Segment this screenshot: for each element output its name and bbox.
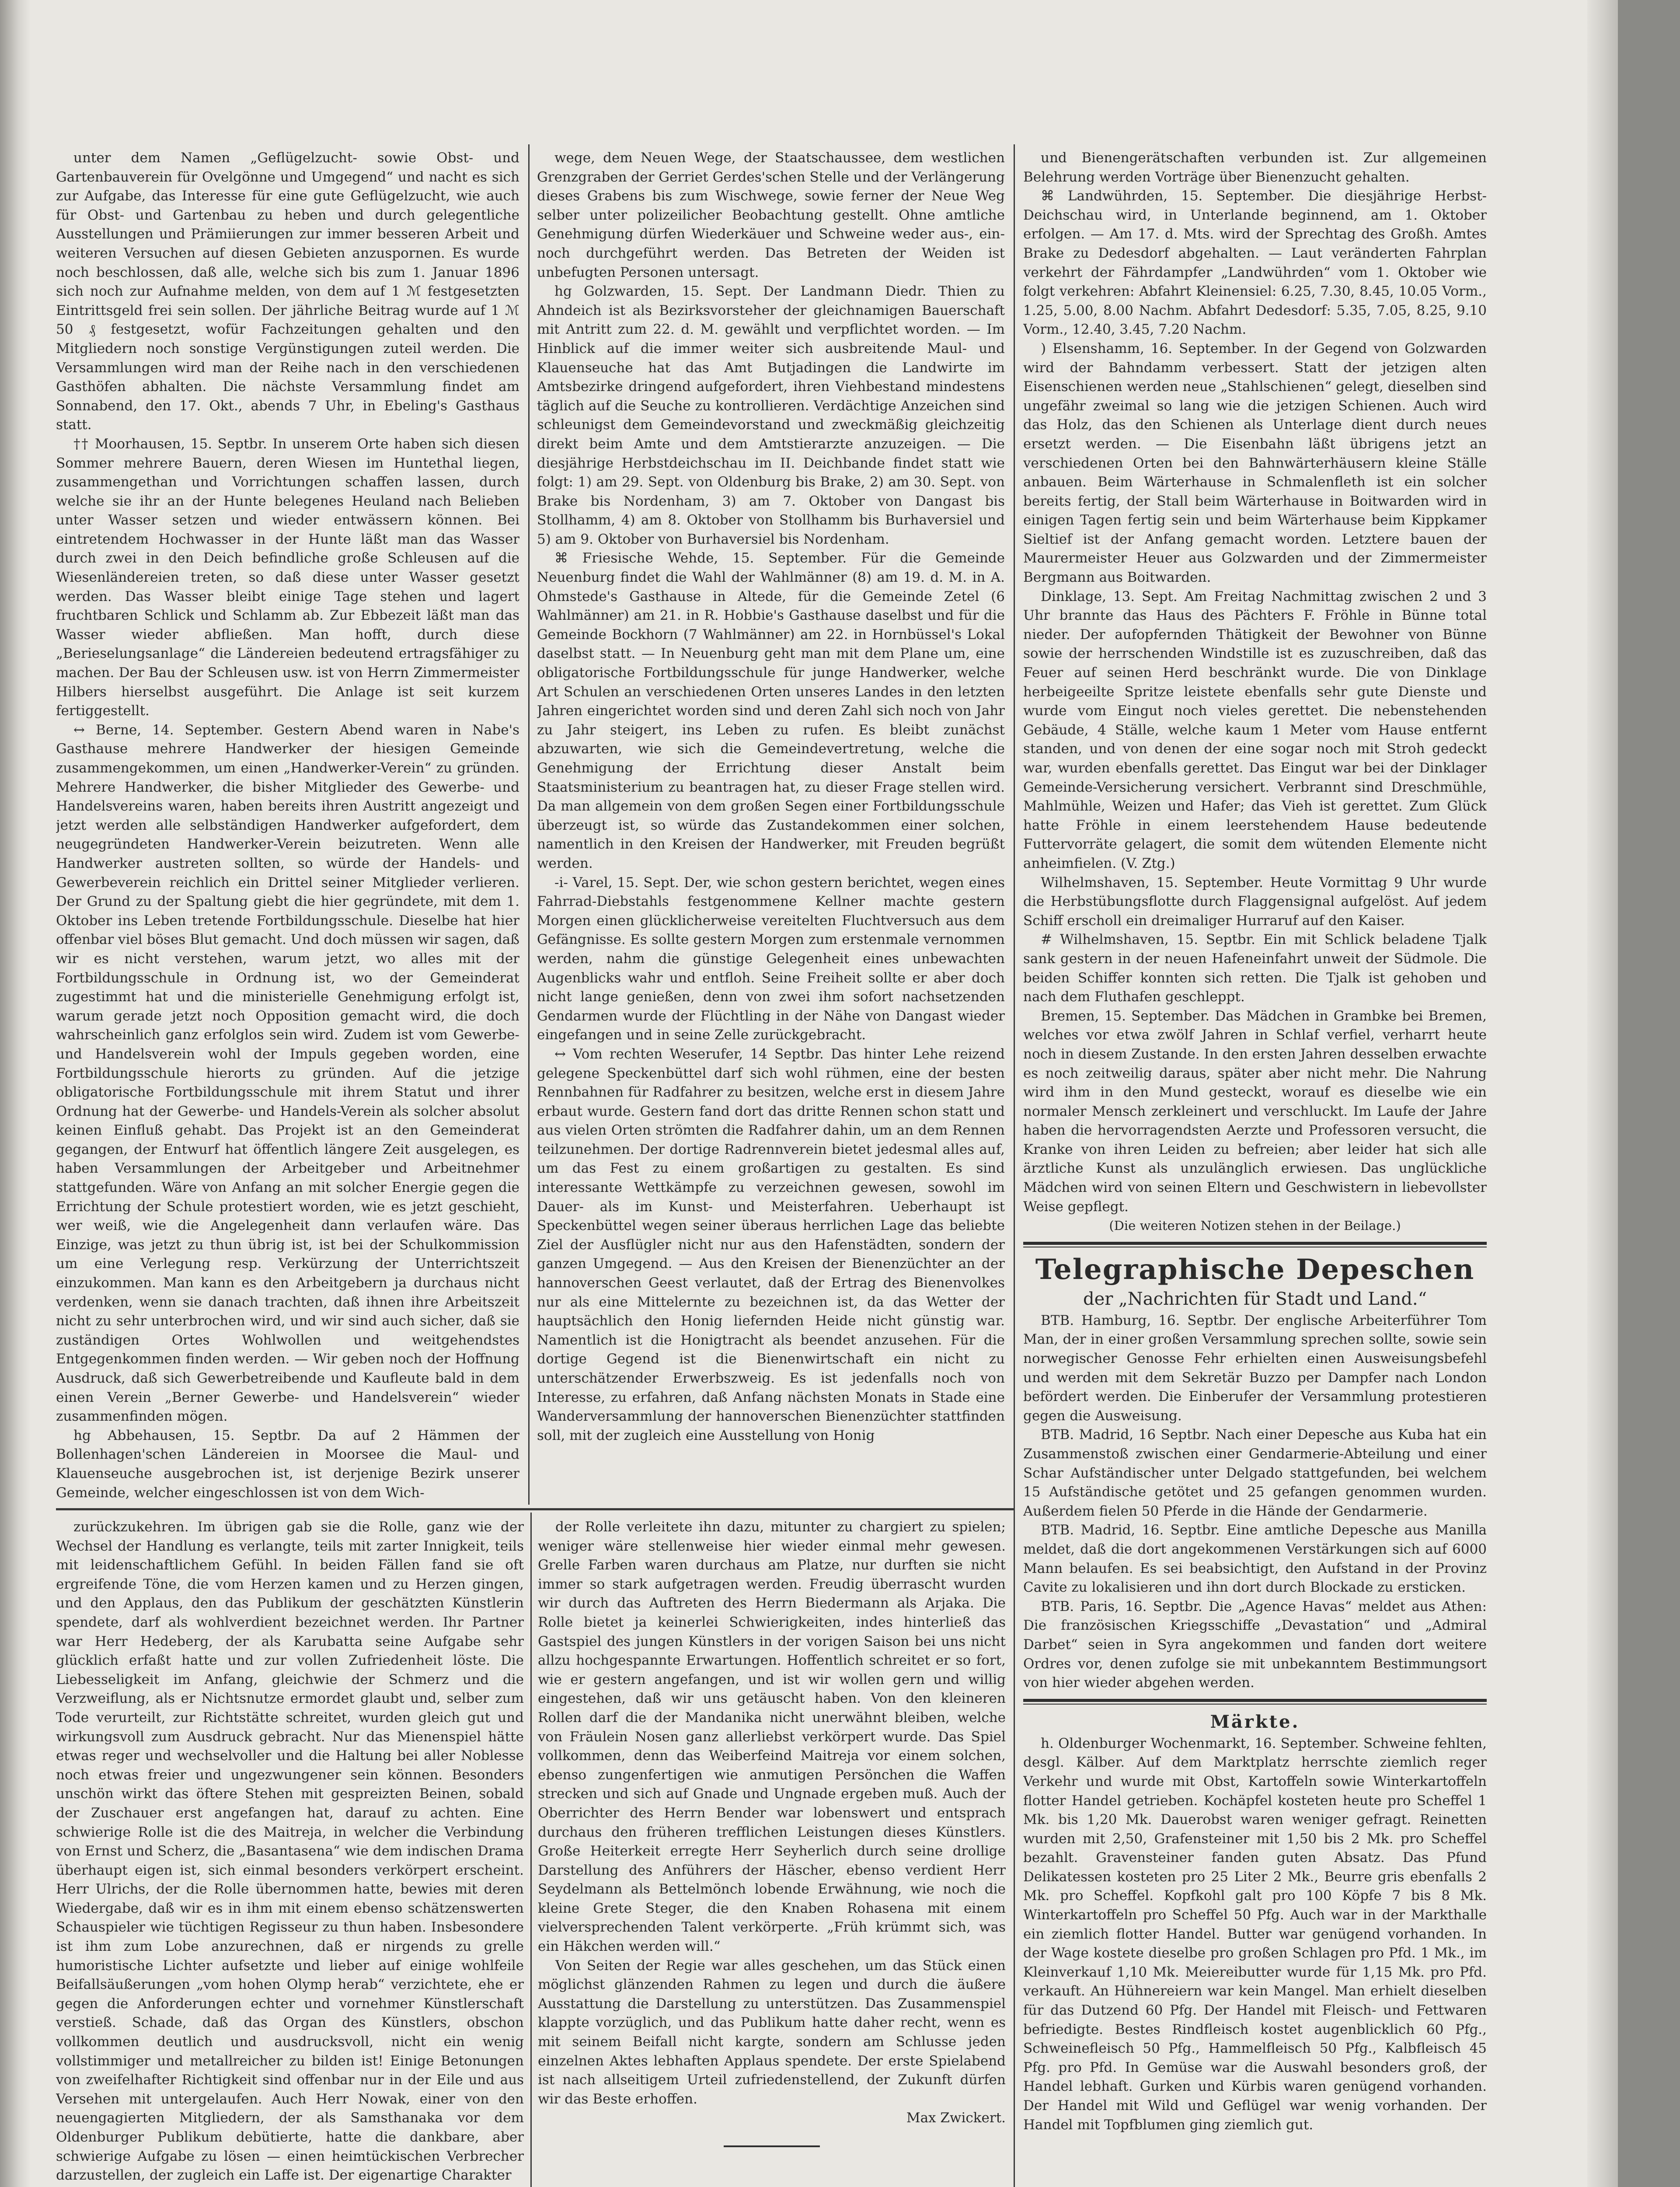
article-paragraph: ⌘ Landwührden, 15. September. Die diesjährige Herbst-Deichschau wird, in Unterlande beginnend, am 1. Oktober erfolgen. — Am 17. d. Mts. wird der Sprechtag des Großh. Amtes Brake zu Dedesdorf abgehalten. — Laut veränderten Fahrplan verkehrt der Fährdampfer „Landwührden“ vom 1. Oktober wie folgt verkehren: Abfahrt Kleinensiel: 6.25, 7.30, 8.45, 10.05 Vorm., 1.25, 5.00, 8.00 Nachm. Abfahrt Dedesdorf: 5.35, 7.05, 8.25, 9.10 Vorm., 12.40, 3.45, 7.20 Nachm. bbox=[1023, 188, 1487, 338]
review-paragraph: zurückzukehren. Im übrigen gab sie die Rolle, ganz wie der Wechsel der Handlung es verlangte, teils mit zarter Innigkeit, teils mit leidenschaftlichem Gefühl. In beiden Fällen fand sie oft ergreifende Töne, die vom Herzen kamen und zu Herzen gingen, und den Applaus, den das Publikum der geschätzten Künstlerin spendete, darf als wohlverdient bezeichnet werden. Ihr Partner war Herr Hedeberg, der als Karubatta seine Aufgabe sehr glücklich erfaßt hatte und zur vollen Zufriedenheit löste. Die Liebesseligkeit im Anfang, gleichwie der Schmerz und die Verzweiflung, als er Nichtsnutze ermordet glaubt und, selber zum Tode verurteilt, zur Richtstätte schreitet, wurden gleich gut und wirkungsvoll zum Ausdruck gebracht. Nur das Mienenspiel hätte etwas reger und wechselvoller und die Haltung bei aller Noblesse noch etwas freier und ungezwungener sein können. Besonders unschön wirkt das öftere Stehen mit gespreizten Beinen, sobald der Zuschauer erst angefangen hat, darauf zu achten. Eine schwierige Rolle ist die des Maitreja, in welcher die Verbindung von Ernst und Scherz, die „Basantasena“ wie dem indischen Drama überhaupt eigen ist, sich einmal besonders verkörpert erscheint. Herr Ulrichs, der die Rolle übernommen hatte, bewies mit deren Wiedergabe, daß wir es in ihm mit einem ebenso schätzenswerten Schauspieler wie tüchtigen Regisseur zu thun haben. Insbesondere ist ihm zum Lobe anzurechnen, daß er nirgends zu grelle humoristische Lichter aufsetzte und lieber auf einige wohlfeile Beifallsäußerungen „vom hohen Olymp herab“ verzichtete, ehe er gegen die Anforderungen echter und vornehmer Künstlerschaft verstieß. Schade, daß das Organ des Künstlers, obschon vollkommen deutlich und ausdrucksvoll, nicht ein wenig vollstimmiger und metallreicher zu bilden ist! Einige Betonungen von zweifelhafter Richtigkeit sind offenbar nur in der Eile und aus Versehen mit untergelaufen. Auch Herr Nowak, einer von den neuengagierten Mitgliedern, der als Samsthanaka vor dem Oldenburger Publikum debütierte, hatte die dankbare, aber schwierige Aufgabe zu lösen — einen heimtückischen Verbrecher darzustellen, der zugleich ein Laffe ist. Der eigenartige Charakter bbox=[56, 1519, 524, 2184]
article-paragraph: und Bienengerätschaften verbunden ist. Zur allgemeinen Belehrung werden Vorträge über Bienenzucht gehalten. bbox=[1023, 150, 1487, 185]
telegram-item: BTB. Madrid, 16 Septbr. Nach einer Depesche aus Kuba hat ein Zusammenstoß zwischen einer Gendarmerie-Abteilung und einer Schar Aufständischer unter Delgado stattgefunden, bei welchem 15 Aufständische getötet und 25 gefangen genommen wurden. Außerdem fielen 50 Pferde in die Hände der Gendarmerie. bbox=[1023, 1427, 1487, 1519]
telegram-item: BTB. Hamburg, 16. Septbr. Der englische Arbeiterführer Tom Man, der in einer großen Versammlung sprechen sollte, sowie sein norwegischer Genosse Fehr erhielten einen Ausweisungsbefehl und werden mit dem Sekretär Buzzo per Dampfer nach London befördert werden. Die Einberufer der Versammlung protestieren gegen die Ausweisung. bbox=[1023, 1312, 1487, 1424]
news-column-3 bbox=[1023, 149, 1487, 2187]
closing-rule bbox=[724, 2145, 820, 2147]
telegram-item: BTB. Paris, 16. Septbr. Die „Agence Havas“ meldet aus Athen: Die französischen Kriegsschiffe „Devastation“ und „Admiral Darbet“ seien in Syra angekommen und fanden dort weitere Ordres vor, denen zufolge sie mit unbekanntem Bestimmungsort von hier wieder abgehen werden. bbox=[1023, 1598, 1487, 1691]
article-paragraph: Dinklage, 13. Sept. Am Freitag Nachmittag zwischen 2 und 3 Uhr brannte das Haus des Pächters F. Fröhle in Bünne total nieder. Der aufopfernden Thätigkeit der Bewohner von Bünne sowie der herrschenden Windstille ist es zuzuschreiben, daß das Feuer auf seinen Herd beschränkt wurde. Die von Dinklage herbeigeeilte Spritze leistete ebenfalls sehr gute Dienste und wurde vom Eingut noch vieles gerettet. Die nebenstehenden Gebäude, 4 Ställe, welche kaum 1 Meter vom Hause entfernt standen, und von denen der eine sogar noch mit Stroh gedeckt war, wurden ebenfalls gerettet. Das Eingut war bei der Dinklager Gemeinde-Versicherung versichert. Verbrannt sind Dreschmühle, Mahlmühle, Weizen und Hafer; das Vieh ist gerettet. Zum Glück hatte Fröhle in einem leerstehendem Hause bedeutende Futtervorräte gelagert, die somit dem wütenden Elemente nicht anheimfielen. (V. Ztg.) bbox=[1023, 588, 1487, 871]
article-paragraph: # Wilhelmshaven, 15. Septbr. Ein mit Schlick beladene Tjalk sank gestern in der neuen Hafeneinfahrt unweit der Südmole. Die beiden Schiffer konnten sich retten. Die Tjalk ist gehoben und nach dem Fluthafen geschleppt. bbox=[1023, 932, 1487, 1005]
section-rule-thin bbox=[1023, 1704, 1487, 1705]
review-paragraph: Von Seiten der Regie war alles geschehen, um das Stück einen möglichst glänzenden Rahmen zu legen und durch die äußere Ausstattung die Darstellung zu unterstützen. Das Zusammenspiel klappte vorzüglich, und das Publikum hatte daher recht, wenn es mit seinem Beifall nicht kargte, sondern am Schlusse jeden einzelnen Aktes lebhaften Applaus spendete. Der erste Spielabend ist nach allseitigem Urteil zufriedenstellend, der Zukunft dürfen wir das Beste erhoffen. bbox=[538, 1957, 1006, 2107]
telegram-item: BTB. Madrid, 16. Septbr. Eine amtliche Depesche aus Manilla meldet, daß die dort angekommenen Verstärkungen sich auf 6000 Mann belaufen. Es sei beabsichtigt, den Aufstand in der Provinz Cavite zu lokalisieren und ihn dort durch Blockade zu ersticken. bbox=[1023, 1522, 1487, 1596]
telegram-subheading: der „Nachrichten für Stadt und Land.“ bbox=[1083, 1289, 1427, 1309]
article-paragraph: hg Golzwarden, 15. Sept. Der Landmann Diedr. Thien zu Ahndeich ist als Bezirksvorsteher der gleichnamigen Bauerschaft mit Antritt zum 22. d. M. gewählt und verpflichtet worden. — Im Hinblick auf die immer weiter sich ausbreitende Maul- und Klauenseuche hat das Amt Butjadingen die Landwirte im Amtsbezirke dringend aufgefordert, ihren Viehbestand mindestens täglich auf die Seuche zu kontrollieren. Verdächtige Anzeichen sind schleunigst dem Gemeindevorstand und zweckmäßig gleichzeitig direkt beim Amte und dem Amtstierarzte anzuzeigen. — Die diesjährige Herbstdeichschau im II. Deichbande findet statt wie folgt: 1) am 29. Sept. von Oldenburg bis Brake, 2) am 30. Sept. von Brake bis Nordenham, 3) am 7. Oktober von Dangast bis Stollhamm, 4) am 8. Oktober von Stollhamm bis Burhaversiel und 5) am 9. Oktober von Burhaversiel bis Nordenham. bbox=[537, 283, 1005, 547]
article-paragraph: hg Abbehausen, 15. Septbr. Da auf 2 Hämmen der Bollenhagen'schen Ländereien in Moorsee die Maul- und Klauenseuche ausgebrochen ist, ist derjenige Bezirk unserer Gemeinde, welcher eingeschlossen ist von dem Wich- bbox=[56, 1427, 519, 1500]
telegram-heading: Telegraphische Depeschen bbox=[1035, 1253, 1475, 1286]
article-paragraph: ) Elsenshamm, 16. September. In der Gegend von Golzwarden wird der Bahndamm verbessert. Statt der jetzigen alten Eisenschienen werden neue „Stahlschienen“ gelegt, dieselben sind ungefähr zweimal so lang wie die jetzigen Schienen. Auch wird das Holz, das den Schienen als Unterlage dient durch neues ersetzt werden. — Die Eisenbahn läßt übrigens jetzt an verschiedenen Orten bei den Bahnwärterhäusern kleine Ställe anbauen. Beim Wärterhause in Schmalenfleth ist ein solcher bereits fertig, der Stall beim Wärterhause in Boitwarden wird in einigen Tagen fertig sein und beim Wärterhause beim Kippkamer Sieltief ist der Anfang gemacht worden. Letztere bauen der Maurermeister Heuer aus Golzwarden und der Zimmermeister Bergmann aus Boitwarden. bbox=[1023, 340, 1487, 586]
feuilleton-column-2 bbox=[538, 1518, 1006, 2187]
news-column-2 bbox=[537, 149, 1005, 1500]
column-rule-2 bbox=[1014, 144, 1015, 2187]
supplement-note: (Die weiteren Notizen stehen in der Beilage.) bbox=[1109, 1218, 1401, 1233]
article-paragraph: †† Moorhausen, 15. Septbr. In unserem Orte haben sich diesen Sommer mehrere Bauern, deren Wiesen im Huntethal liegen, zusammengethan und Vorrichtungen schaffen lassen, durch welche sie ihr an der Hunte belegenes Heuland nach Belieben unter Wasser setzen und wieder entwässern können. Bei eintretendem Hochwasser in der Hunte läßt man das Wasser durch zwei in den Deich befindliche große Schleusen auf die Wiesenländereien treten, so daß diese unter Wasser gesetzt werden. Das Wasser bleibt einige Tage stehen und lagert fruchtbaren Schlick und Schlamm ab. Zur Ebbezeit läßt man das Wasser wieder abfließen. Man hofft, durch diese „Berieselungsanlage“ die Ländereien bedeutend ertragsfähiger zu machen. Der Bau der Schleusen usw. ist von Herrn Zimmermeister Hilbers hierselbst ausgeführt. Die Anlage ist seit kurzem fertiggestellt. bbox=[56, 436, 519, 719]
market-report: h. Oldenburger Wochenmarkt, 16. September. Schweine fehlten, desgl. Kälber. Auf dem Marktplatz herrschte ziemlich reger Verkehr und wurde mit Obst, Kartoffeln sowie Winterkartoffeln flotter Handel getrieben. Kochäpfel kosteten heute pro Scheffel 1 Mk. bis 1,20 Mk. Dauerobst waren weniger gefragt. Reinetten wurden mit 2,50, Grafensteiner mit 1,50 bis 2 Mk. pro Scheffel bezahlt. Gravensteiner fanden guten Absatz. Das Pfund Delikatessen kosteten pro 25 Liter 2 Mk., Beurre gris ebenfalls 2 Mk. pro Scheffel. Kopfkohl galt pro 100 Köpfe 7 bis 8 Mk. Winterkartoffeln pro Scheffel 50 Pfg. Auch war in der Markthalle ein ziemlich flotter Handel. Butter war genügend vorhanden. In der Wage kostete dieselbe pro großen Schlagen pro Pfd. 1 Mk., im Kleinverkauf 1,10 Mk. Meiereibutter wurde für 1,15 Mk. pro Pfd. verkauft. An Hühnereiern war kein Mangel. Man erhielt dieselben für das Dutzend 60 Pfg. Der Handel mit Fleisch- und Fettwaren befriedigte. Bestes Rindfleisch kostet augenblicklich 60 Pfg., Schweinefleisch 50 Pfg., Hammelfleisch 50 Pfg., Kalbfleisch 45 Pfg. pro Pfd. In Gemüse war die Auswahl besonders groß, der Handel lebhaft. Gurken und Kürbis waren genügend vorhanden. Der Handel mit Wild und Geflügel war wenig vorhanden. Der Handel mit Topfblumen ging ziemlich gut. bbox=[1023, 1735, 1487, 2133]
feuilleton-rule-vertical bbox=[530, 1513, 532, 2187]
section-rule-thick bbox=[1023, 1699, 1487, 1702]
binding-gutter bbox=[0, 0, 31, 2187]
column-rule-1 bbox=[528, 144, 530, 1505]
article-paragraph: -i- Varel, 15. Sept. Der, wie schon gestern berichtet, wegen eines Fahrrad-Diebstahls festgenommene Kellner machte gestern Morgen einen glücklicherweise vereitelten Fluchtversuch aus dem Gefängnisse. Es sollte gestern Morgen zum erstenmale vernommen werden, nahm die günstige Gelegenheit eines unbewachten Augenblicks wahr und entfloh. Seine Freiheit sollte er aber doch nicht lange genießen, denn von zwei ihm sofort nachsetzenden Gendarmen wurde der Flüchtling in der Nähe von Dangast wieder eingefangen und in seine Zelle zurückgebracht. bbox=[537, 874, 1005, 1043]
market-heading: Märkte. bbox=[1210, 1711, 1300, 1732]
article-paragraph: ↔ Vom rechten Weserufer, 14 Septbr. Das hinter Lehe reizend gelegene Speckenbüttel darf sich wohl rühmen, eine der besten Rennbahnen für Radfahrer zu besitzen, welche erst in diesem Jahre erbaut wurde. Gestern fand dort das dritte Rennen schon statt und aus vielen Orten strömten die Radfahrer dahin, um an dem Rennen teilzunehmen. Der dortige Radrennverein bietet jedesmal alles auf, um das Fest zu einem großartigen zu gestalten. Es sind interessante Wettkämpfe zu verzeichnen gewesen, sowohl im Dauer- als im Kunst- und Meisterfahren. Ueberhaupt ist Speckenbüttel wegen seiner überaus herrlichen Lage das beliebte Ziel der Ausflügler nicht nur aus den Hafenstädten, sondern der ganzen Umgegend. — Aus den Kreisen der Bienenzüchter an der hannoverschen Geest verlautet, daß der Ertrag des Bienenvolkes nur als eine Mittelernte zu bezeichnen ist, da das Wetter der hauptsächlich den Honig liefernden Heide nicht günstig war. Namentlich ist die Honigtracht als beendet anzusehen. Für die dortige Gegend ist die Bienenwirtschaft ein nicht zu unterschätzender Erwerbszweig. Es ist jedenfalls noch von Interesse, zu erfahren, daß Anfang nächsten Monats in Stade eine Wanderversammlung der hannoverschen Bienenzüchter stattfinden soll, mit der zugleich eine Ausstellung von Honig bbox=[537, 1046, 1005, 1443]
feuilleton-column-1 bbox=[56, 1518, 524, 2187]
article-paragraph: unter dem Namen „Geflügelzucht- sowie Obst- und Gartenbauverein für Ovelgönne und Umgegend“ und nacht es sich zur Aufgabe, das Interesse für eine gute Geflügelzucht, wie auch für Obst- und Gartenbau zu heben und durch gelegentliche Ausstellungen und Prämiierungen zur immer besseren Arbeit und weiteren Versuchen auf diesen Gebieten anzuspornen. Es wurde noch beschlossen, daß alle, welche sich bis zum 1. Januar 1896 sich noch zur Aufnahme melden, von dem auf 1 ℳ festgesetzten Eintrittsgeld frei sein sollen. Der jährliche Beitrag wurde auf 1 ℳ 50 ₰ festgesetzt, wofür Fachzeitungen gehalten und den Mitgliedern noch sonstige Vergünstigungen zuteil werden. Die Versammlungen wird man der Reihe nach in den verschiedenen Gasthöfen abhalten. Die nächste Versammlung findet am Sonnabend, den 17. Okt., abends 7 Uhr, in Ebeling's Gasthaus statt. bbox=[56, 150, 519, 433]
feuilleton-rule bbox=[56, 1508, 1014, 1510]
news-column-1 bbox=[56, 149, 519, 1500]
review-signature: Max Zwickert. bbox=[906, 2110, 1006, 2126]
section-rule-thick bbox=[1023, 1242, 1487, 1245]
article-paragraph: wege, dem Neuen Wege, der Staatschaussee, dem westlichen Grenzgraben der Gerriet Gerdes'schen Stelle und der Verlängerung dieses Grabens bis zum Wischwege, sowie ferner der Neue Weg selber unter polizeilicher Beobachtung gestellt. Ohne amtliche Genehmigung dürfen Wiederkäuer und Schweine weder aus-, ein- noch durchgeführt werden. Das Betreten der Weiden ist unbefugten Personen untersagt. bbox=[537, 150, 1005, 280]
article-paragraph: Wilhelmshaven, 15. September. Heute Vormittag 9 Uhr wurde die Herbstübungsflotte durch Flaggensignal aufgelöst. Auf jedem Schiff erscholl ein dreimaliger Hurraruf auf den Kaiser. bbox=[1023, 874, 1487, 929]
page-edge bbox=[1587, 0, 1618, 2187]
article-paragraph: ⌘ Friesische Wehde, 15. September. Für die Gemeinde Neuenburg findet die Wahl der Wahlmänner (8) am 19. d. M. in A. Ohmstede's Gasthause in Altede, für die Gemeinde Zetel (6 Wahlmänner) am 21. in R. Hobbie's Gasthause daselbst und für die Gemeinde Bockhorn (7 Wahlmänner) am 22. in Hornbüssel's Lokal daselbst statt. — In Neuenburg geht man mit dem Plane um, eine obligatorische Fortbildungsschule für junge Handwerker, welche Art Schulen an verschiedenen Orten unseres Landes in den letzten Jahren eingerichtet worden sind und deren Zahl sich noch von Jahr zu Jahr steigert, ins Leben zu rufen. Es bleibt zunächst abzuwarten, wie sich die Gemeindevertretung, welche die Genehmigung der Errichtung dieser Anstalt beim Staatsministerium zu beantragen hat, zu dieser Frage stellen wird. Da man allgemein von dem großen Segen einer Fortbildungsschule überzeugt ist, so würde das Zustandekommen einer solchen, namentlich in den Kreisen der Handwerker, mit Freuden begrüßt werden. bbox=[537, 550, 1005, 871]
article-paragraph: ↔ Berne, 14. September. Gestern Abend waren in Nabe's Gasthause mehrere Handwerker der hiesigen Gemeinde zusammengekommen, um einen „Handwerker-Verein“ zu gründen. Mehrere Handwerker, die bisher Mitglieder des Gewerbe- und Handelsvereins waren, haben bereits ihren Austritt angezeigt und jetzt werden alle selbständigen Handwerker aufgefordert, dem neugegründeten Handwerker-Verein beizutreten. Wenn alle Handwerker austreten sollten, so würde der Handels- und Gewerbeverein reichlich ein Drittel seiner Mitglieder verlieren. Der Grund zu der Spaltung giebt die hier gegründete, mit dem 1. Oktober ins Leben tretende Fortbildungsschule. Dieselbe hat hier offenbar viel böses Blut gemacht. Und doch müssen wir sagen, daß wir es nicht verstehen, warum jetzt, wo alles mit der Fortbildungsschule in Ordnung ist, wo der Gemeinderat zugestimmt hat und die ministerielle Genehmigung erfolgt ist, warum gerade jetzt noch Opposition gemacht wird, die doch wahrscheinlich ganz erfolglos sein wird. Zudem ist vom Gewerbe- und Handelsverein wohl der Impuls gegeben worden, eine Fortbildungsschule hierorts zu gründen. Auf die jetzige obligatorische Fortbildungsschule mit ihrem Statut und ihrer Ordnung hat der Gewerbe- und Handels-Verein als solcher absolut keinen Einfluß gehabt. Das Projekt ist an den Gemeinderat gegangen, der Entwurf hat öffentlich längere Zeit ausgelegen, es haben Versammlungen der Arbeitgeber und Arbeitnehmer stattgefunden. Wäre von Anfang an mit solcher Energie gegen die Errichtung der Schule protestiert worden, wie es jetzt geschieht, wer weiß, wie die Angelegenheit dann verlaufen wäre. Das Einzige, was jetzt zu thun übrig ist, ist bei der Schulkommission um eine Verlegung resp. Verkürzung der Unterrichtszeit einzukommen. Man kann es den Arbeitgebern ja durchaus nicht verdenken, wenn sie danach trachten, daß ihnen ihre Arbeitszeit nicht zu sehr unterbrochen wird, und wir sind auch sicher, daß sie zuständigen Ortes Wohlwollen und weitgehendstes Entgegenkommen finden werden. — Wir geben noch der Hoffnung Ausdruck, daß sich Gewerbetreibende und Kaufleute bald in dem einen Verein „Berner Gewerbe- und Handelsverein“ wieder zusammenfinden mögen. bbox=[56, 722, 519, 1425]
review-paragraph: der Rolle verleitete ihn dazu, mitunter zu chargiert zu spielen; weniger wäre stellenweise hier wieder einmal mehr gewesen. Grelle Farben waren durchaus am Platze, nur durften sie nicht immer so stark aufgetragen werden. Freudig überrascht wurden wir durch das Auftreten des Herrn Biedermann als Arjaka. Die Rolle bietet ja keinerlei Schwierigkeiten, indes hinterließ das Gastspiel des jungen Künstlers in der vorigen Saison bei uns nicht allzu hochgespannte Erwartungen. Hoffentlich schreitet er so fort, wie er gestern angefangen, und ist wir wollen gern und willig eingestehen, daß wir uns getäuscht haben. Von den kleineren Rollen darf die der Mandanika nicht unerwähnt bleiben, welche von Fräulein Nosen ganz allerliebst verkörpert wurde. Das Spiel vollkommen, denn das Weiberfeind Maitreja vor einem solchen, ebenso zungenfertigen wie anmutigen Persönchen die Waffen strecken und sich auf Gnade und Ungnade ergeben muß. Auch der Oberrichter des Herrn Bender war lobenswert und entsprach durchaus den früheren trefflichen Leistungen dieses Künstlers. Große Heiterkeit erregte Herr Seyherlich durch seine drollige Darstellung des Anführers der Häscher, ebenso verdient Herr Seydelmann als Bettelmönch lobende Erwähnung, wie noch die kleine Grete Steger, die den Knaben Rohasena mit einem vielversprechenden Talent verkörperte. „Früh krümmt sich, was ein Häkchen werden will.“ bbox=[538, 1519, 1006, 1955]
article-paragraph: Bremen, 15. September. Das Mädchen in Grambke bei Bremen, welches vor etwa zwölf Jahren in Schlaf verfiel, verharrt heute noch in diesem Zustande. In den ersten Jahren desselben erwachte es noch zeitweilig daraus, später aber nicht mehr. Die Nahrung wird ihm in den Mund gesteckt, worauf es dieselbe wie ein normaler Mensch zerkleinert und verschluckt. Im Laufe der Jahre haben die hervorragendsten Aerzte und Professoren versucht, die Kranke von ihren Leiden zu befreien; aber leider hat sich alle ärztliche Kunst als unzulänglich erwiesen. Das unglückliche Mädchen wird von seinen Eltern und Geschwistern in liebevollster Weise gepflegt. bbox=[1023, 1008, 1487, 1215]
